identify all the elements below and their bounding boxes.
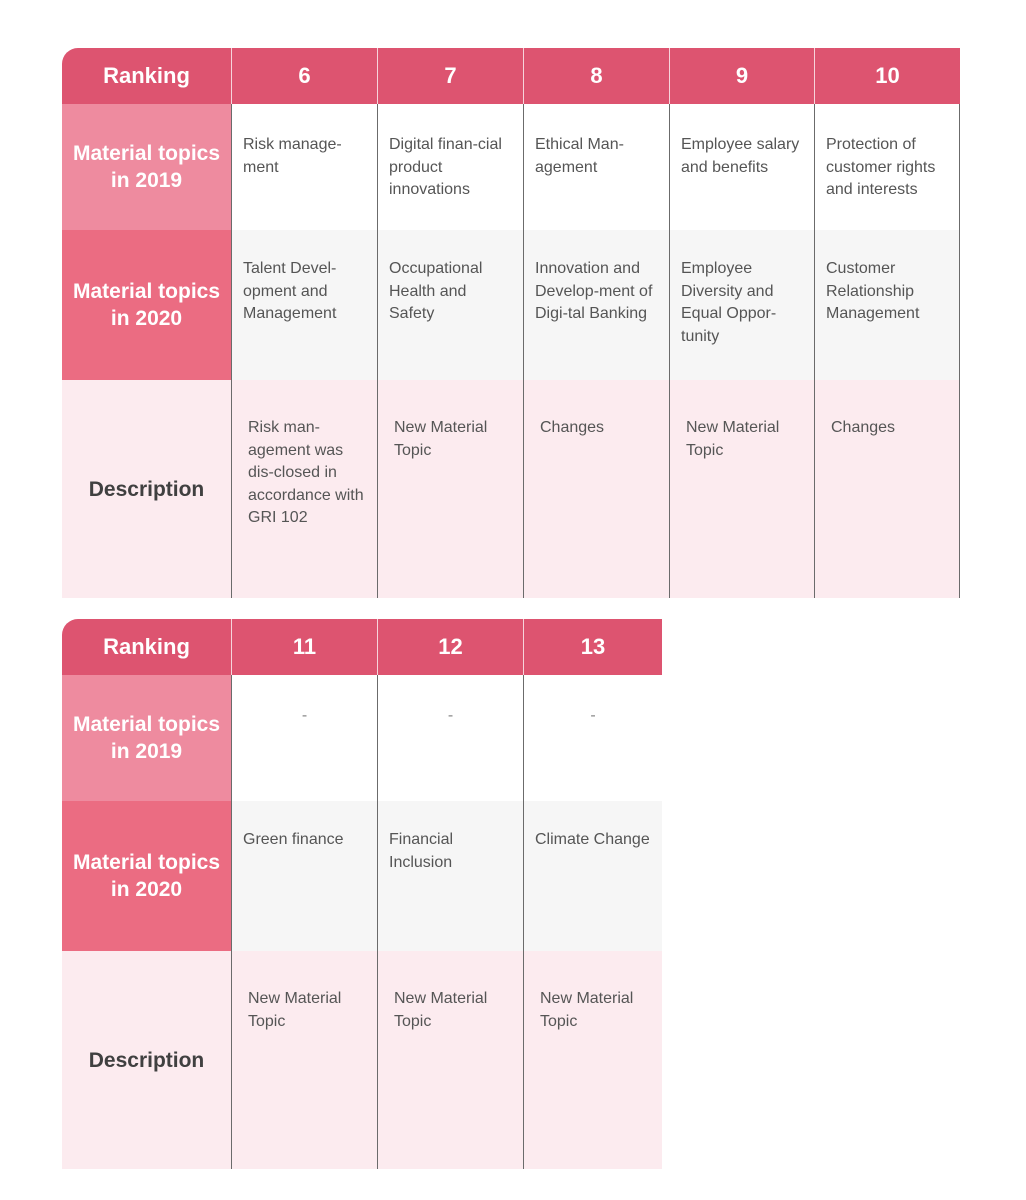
row-label-topics-2019: Material topics in 2019 — [62, 104, 231, 230]
ranking-header: Ranking — [62, 48, 231, 104]
description-cell: Changes — [814, 380, 960, 598]
rank-header: 13 — [523, 619, 662, 675]
row-label-topics-2019: Material topics in 2019 — [62, 675, 231, 801]
row-label-topics-2020: Material topics in 2020 — [62, 801, 231, 951]
topic-2019-cell: Employee salary and benefits — [669, 104, 814, 230]
description-cell: New Material Topic — [523, 951, 662, 1169]
topic-2019-cell: Ethical Man-agement — [523, 104, 669, 230]
rank-header: 10 — [814, 48, 960, 104]
rank-header: 8 — [523, 48, 669, 104]
topic-2019-cell: - — [231, 675, 377, 801]
topic-2020-cell: Green finance — [231, 801, 377, 951]
topic-2020-cell: Innovation and Develop-ment of Digi-tal Banking — [523, 230, 669, 380]
row-label-description: Description — [62, 380, 231, 598]
rank-header: 6 — [231, 48, 377, 104]
rank-header: 11 — [231, 619, 377, 675]
topic-2019-cell: Protection of customer rights and interests — [814, 104, 960, 230]
topic-2019-cell: - — [377, 675, 523, 801]
topic-2020-cell: Employee Diversity and Equal Oppor-tunity — [669, 230, 814, 380]
material-topics-table-ranks-6-10 — [62, 48, 960, 598]
ranking-header: Ranking — [62, 619, 231, 675]
topic-2020-cell: Climate Change — [523, 801, 662, 951]
topic-2020-cell: Customer Relationship Management — [814, 230, 960, 380]
description-cell: Changes — [523, 380, 669, 598]
topic-2019-cell: Digital finan-cial product innovations — [377, 104, 523, 230]
rank-header: 7 — [377, 48, 523, 104]
topic-2020-cell: Talent Devel-opment and Management — [231, 230, 377, 380]
description-cell: New Material Topic — [231, 951, 377, 1169]
topic-2019-cell: - — [523, 675, 662, 801]
material-topics-table-ranks-11-13 — [62, 619, 662, 1169]
description-cell: New Material Topic — [377, 951, 523, 1169]
rank-header: 9 — [669, 48, 814, 104]
row-label-topics-2020: Material topics in 2020 — [62, 230, 231, 380]
rank-header: 12 — [377, 619, 523, 675]
description-cell: New Material Topic — [669, 380, 814, 598]
row-label-description: Description — [62, 951, 231, 1169]
description-cell: Risk man-agement was dis-closed in accordance with GRI 102 — [231, 380, 377, 598]
topic-2019-cell: Risk manage-ment — [231, 104, 377, 230]
topic-2020-cell: Financial Inclusion — [377, 801, 523, 951]
topic-2020-cell: Occupational Health and Safety — [377, 230, 523, 380]
description-cell: New Material Topic — [377, 380, 523, 598]
